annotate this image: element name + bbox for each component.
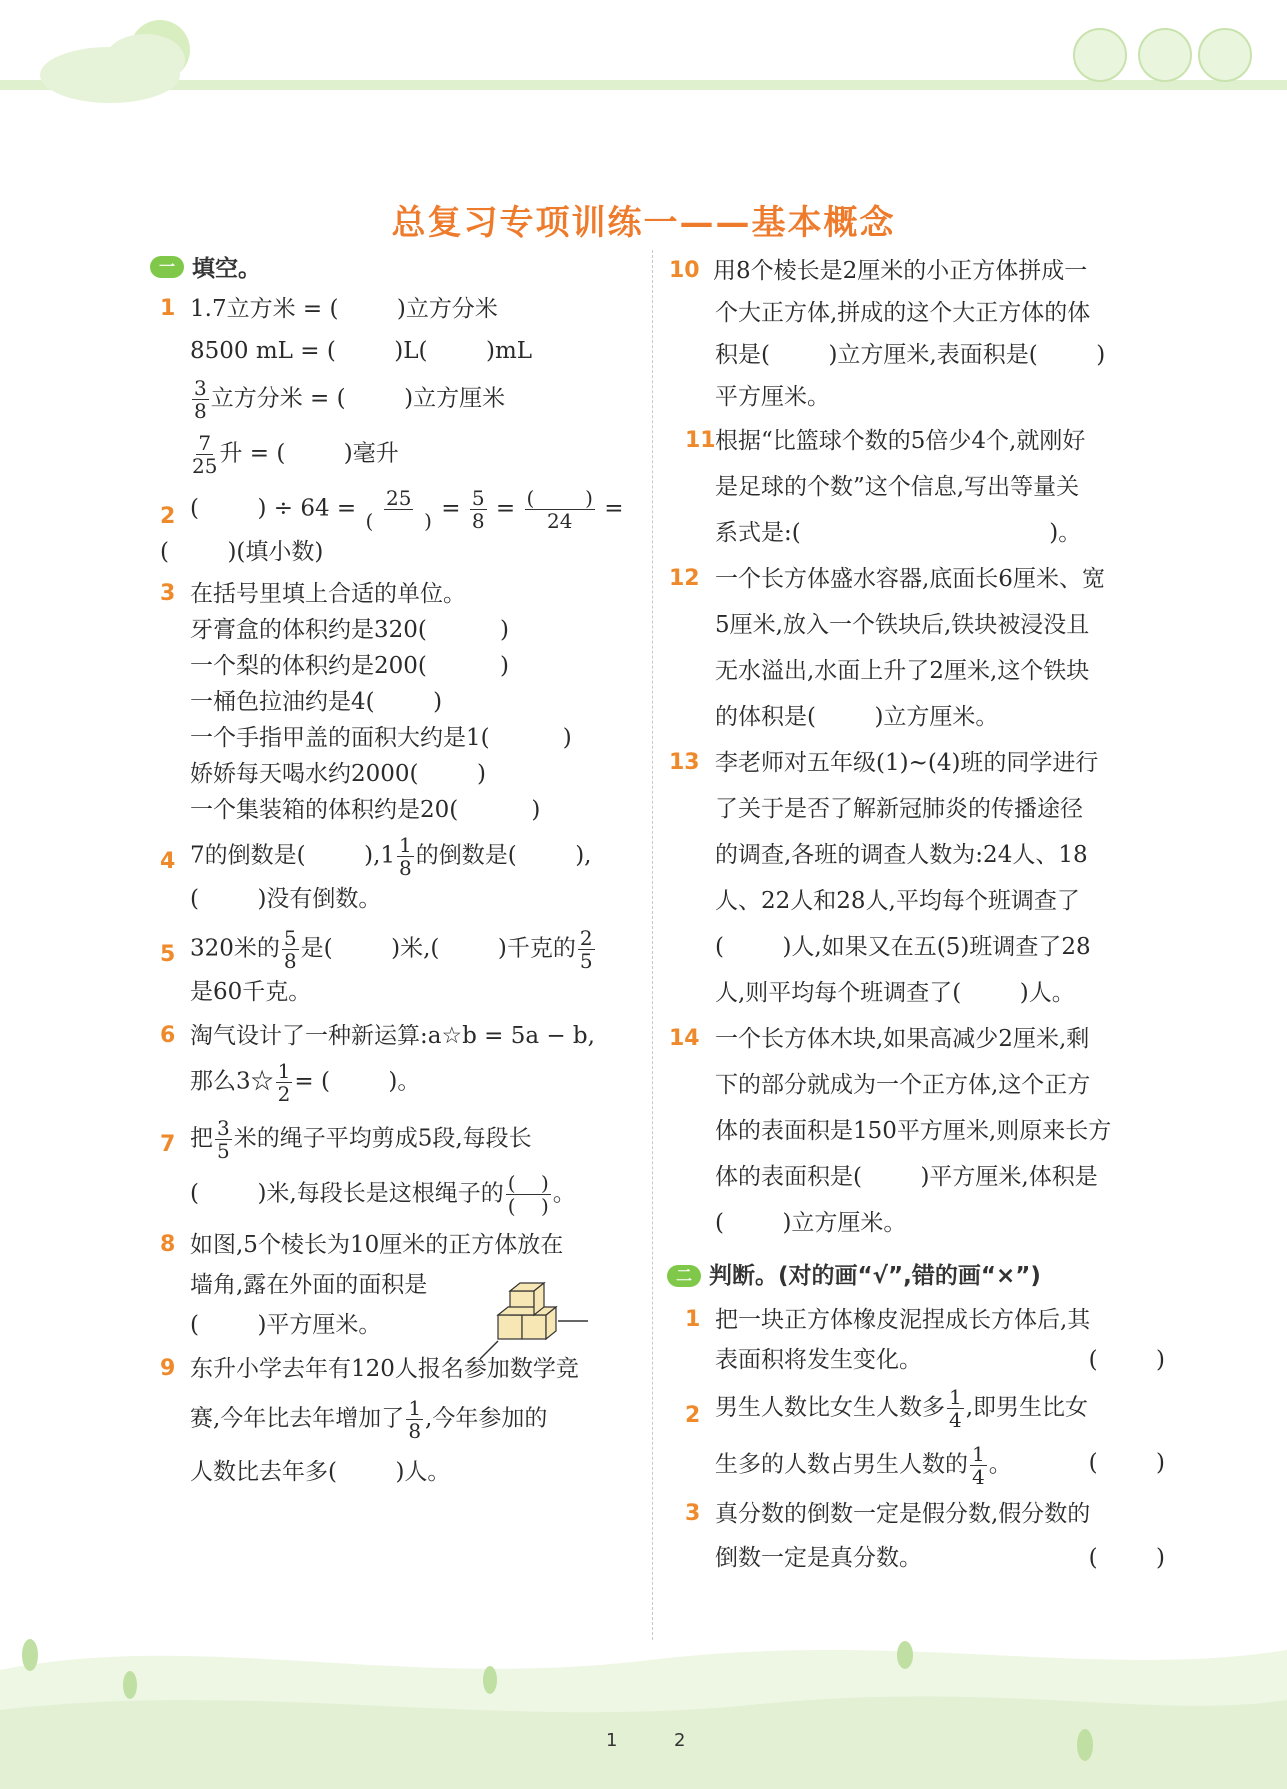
- question-text: 人,则平均每个班调查了( )人。: [715, 980, 1075, 1006]
- question-text: ( ) ÷ 64 =: [190, 495, 357, 522]
- question-text: 升 = ( )毫升: [219, 440, 399, 467]
- top-decoration: [0, 0, 1287, 120]
- fraction: $\frac{( )}{24}$: [526, 486, 593, 533]
- question-text: 用8个棱长是2厘米的小正方体拼成一: [713, 258, 1088, 284]
- question-text: 李老师对五年级(1)~(4)班的同学进行: [715, 750, 1099, 776]
- question-5: [150, 927, 640, 1012]
- question-text: 平方厘米。: [715, 384, 830, 410]
- list-item: 一个梨的体积约是200( ): [190, 653, 509, 679]
- question-number: 5: [160, 942, 176, 967]
- section-judge-heading: [667, 1252, 1165, 1300]
- question-text: 一个长方体盛水容器,底面长6厘米、宽: [715, 566, 1105, 592]
- question-text: 在括号里填上合适的单位。: [190, 581, 466, 607]
- question-number: 8: [160, 1232, 176, 1257]
- section-label: 填空。: [192, 256, 261, 282]
- question-text: 真分数的倒数一定是假分数,假分数的: [715, 1501, 1091, 1527]
- question-text: 是( )米,( )千克的: [300, 935, 576, 962]
- question-text: 的体积是( )立方厘米。: [715, 704, 999, 730]
- list-item: 一个集装箱的体积约是20( ): [190, 797, 541, 823]
- question-text: 320米的: [190, 935, 280, 962]
- question-number: 12: [669, 566, 700, 591]
- question-number: 13: [669, 750, 700, 775]
- question-8: [150, 1225, 640, 1345]
- question-number: 9: [160, 1356, 176, 1381]
- question-text: 是足球的个数”这个信息,写出等量关: [715, 474, 1080, 500]
- question-text: 体的表面积是150平方厘米,则原来长方: [715, 1118, 1112, 1144]
- answer-blank[interactable]: ( ): [1088, 1347, 1165, 1373]
- fraction: $\frac{5}{8}$: [471, 486, 485, 533]
- question-text: 表面积将发生变化。: [715, 1347, 922, 1373]
- judge-2: [675, 1386, 1165, 1488]
- section-label: 判断。(对的画“√”,错的画“×”): [709, 1263, 1041, 1289]
- question-13: [669, 740, 1165, 1016]
- question-text: ( )(填小数): [160, 539, 324, 565]
- question-text: 下的部分就成为一个正方体,这个正方: [715, 1072, 1091, 1098]
- judge-3: [675, 1492, 1165, 1580]
- answer-blank[interactable]: ( ): [1088, 1450, 1165, 1476]
- fraction: $\frac{3}{8}$: [194, 376, 207, 423]
- section-badge: 二: [667, 1265, 701, 1287]
- question-text: 无水溢出,水面上升了2厘米,这个铁块: [715, 658, 1090, 684]
- question-6: [150, 1016, 640, 1105]
- question-number: 6: [160, 1023, 176, 1048]
- question-text: 把一块正方体橡皮泥捏成长方体后,其: [715, 1307, 1091, 1333]
- question-text: 赛,今年比去年增加了: [190, 1405, 405, 1432]
- list-item: 娇娇每天喝水约2000( ): [190, 761, 486, 787]
- question-text: 米的绳子平均剪成5段,每段长: [233, 1125, 532, 1152]
- question-text: 淘气设计了一种新运算:a☆b = 5a − b,: [190, 1023, 595, 1049]
- question-text: 了关于是否了解新冠肺炎的传播途径: [715, 796, 1083, 822]
- question-number: 2: [160, 504, 176, 529]
- fraction: $\frac{1}{4}$: [972, 1442, 985, 1489]
- question-text: 7的倒数是( ),1: [190, 842, 396, 869]
- question-text: 人数比去年多( )人。: [190, 1459, 451, 1485]
- fraction: $\frac{1}{4}$: [949, 1385, 962, 1432]
- question-number: 2: [685, 1403, 701, 1428]
- page-number-left: 1: [606, 1730, 618, 1751]
- question-text: 把: [190, 1125, 213, 1152]
- equals-sign: =: [441, 495, 461, 522]
- question-12: [669, 556, 1165, 740]
- cartoon-animals-icon: [1074, 29, 1251, 81]
- fraction: $\frac{1}{8}$: [408, 1396, 422, 1443]
- fraction: $\frac{( )}{( )}$: [507, 1171, 549, 1218]
- fraction: $\frac{1}{2}$: [277, 1059, 291, 1106]
- list-item: 一个手指甲盖的面积大约是1( ): [190, 725, 572, 751]
- list-item: 一桶色拉油约是4( ): [190, 689, 443, 715]
- question-3: [150, 576, 640, 828]
- question-text: 8500 mL = ( )L( )mL: [190, 338, 533, 364]
- fraction: $\frac{5}{8}$: [283, 926, 297, 973]
- question-text: ( )立方厘米。: [715, 1210, 907, 1236]
- question-text: 积是( )立方厘米,表面积是( ): [715, 342, 1106, 368]
- question-10: [669, 250, 1165, 418]
- fraction: $\frac{2}{5}$: [579, 926, 593, 973]
- list-item: 牙膏盒的体积约是320( ): [190, 617, 509, 643]
- question-2: [150, 487, 640, 572]
- punctuation: 。: [552, 1180, 576, 1207]
- question-1: [150, 289, 640, 477]
- question-text: 如图,5个棱长为10厘米的正方体放在: [190, 1232, 564, 1258]
- punctuation: 。: [988, 1451, 1012, 1478]
- question-4: [150, 834, 640, 919]
- question-text: 倒数一定是真分数。: [715, 1545, 922, 1571]
- question-14: [669, 1016, 1165, 1246]
- question-text: ,今年参加的: [425, 1405, 548, 1432]
- question-text: 5厘米,放入一个铁块后,铁块被浸没且: [715, 612, 1090, 638]
- section-fill-heading: [150, 250, 640, 283]
- question-text: 东升小学去年有120人报名参加数学竞: [190, 1356, 579, 1382]
- judge-1: [675, 1300, 1165, 1380]
- question-text: ,即男生比女: [965, 1394, 1089, 1421]
- question-text: = ( )。: [294, 1068, 421, 1095]
- question-text: ( )平方厘米。: [190, 1312, 382, 1338]
- question-text: 个大正方体,拼成的这个大正方体的体: [715, 300, 1091, 326]
- question-text: 墙角,露在外面的面积是: [190, 1272, 428, 1298]
- question-text: 那么3☆: [190, 1068, 274, 1095]
- question-number: 1: [160, 296, 176, 321]
- equals-sign: =: [604, 495, 624, 522]
- question-text: 体的表面积是( )平方厘米,体积是: [715, 1164, 1098, 1190]
- question-text: 的倒数是( ),: [415, 842, 592, 869]
- question-text: 生多的人数占男生人数的: [715, 1451, 968, 1478]
- question-9: [150, 1349, 640, 1492]
- page-title: 总复习专项训练一——基本概念: [391, 203, 896, 243]
- question-number: 7: [160, 1132, 176, 1157]
- equals-sign: =: [495, 495, 516, 522]
- fraction: $\frac{25}{( )}$: [365, 486, 432, 533]
- question-text: ( )没有倒数。: [190, 886, 382, 912]
- answer-blank[interactable]: ( ): [1088, 1545, 1165, 1571]
- question-text: 是60千克。: [190, 979, 312, 1005]
- question-number: 1: [685, 1307, 701, 1332]
- question-text: 根据“比篮球个数的5倍少4个,就刚好: [715, 428, 1086, 454]
- fraction: $\frac{7}{25}$: [192, 431, 218, 478]
- question-number: 3: [160, 581, 176, 606]
- question-number: 11: [685, 428, 716, 453]
- question-number: 4: [160, 849, 176, 874]
- column-divider: [652, 250, 653, 1640]
- section-badge: 一: [150, 256, 184, 278]
- question-11: [675, 418, 1165, 556]
- page-number-right: 2: [674, 1730, 686, 1751]
- question-7: [150, 1117, 640, 1217]
- question-text: 人、22人和28人,平均每个班调查了: [715, 888, 1080, 914]
- question-text: 男生人数比女生人数多: [715, 1394, 945, 1421]
- question-text: ( )米,每段长是这根绳子的: [190, 1180, 504, 1207]
- question-text: 1.7立方米 = ( )立方分米: [190, 296, 498, 322]
- cubes-figure: [480, 1271, 590, 1361]
- fraction: $\frac{1}{8}$: [399, 833, 412, 880]
- right-column: [669, 250, 1165, 1580]
- question-number: 10: [669, 258, 700, 283]
- question-text: 立方分米 = ( )立方厘米: [210, 385, 506, 412]
- footer-decoration: [0, 1610, 1287, 1789]
- cloud-icon: [40, 34, 185, 103]
- question-number: 3: [685, 1501, 701, 1526]
- left-column: [150, 250, 640, 1492]
- question-text: 的调查,各班的调查人数为:24人、18: [715, 842, 1088, 868]
- question-text: 系式是:( )。: [715, 520, 1082, 546]
- question-text: 一个长方体木块,如果高减少2厘米,剩: [715, 1026, 1090, 1052]
- fraction: $\frac{3}{5}$: [217, 1116, 230, 1163]
- question-number: 14: [669, 1026, 700, 1051]
- question-text: ( )人,如果又在五(5)班调查了28: [715, 934, 1091, 960]
